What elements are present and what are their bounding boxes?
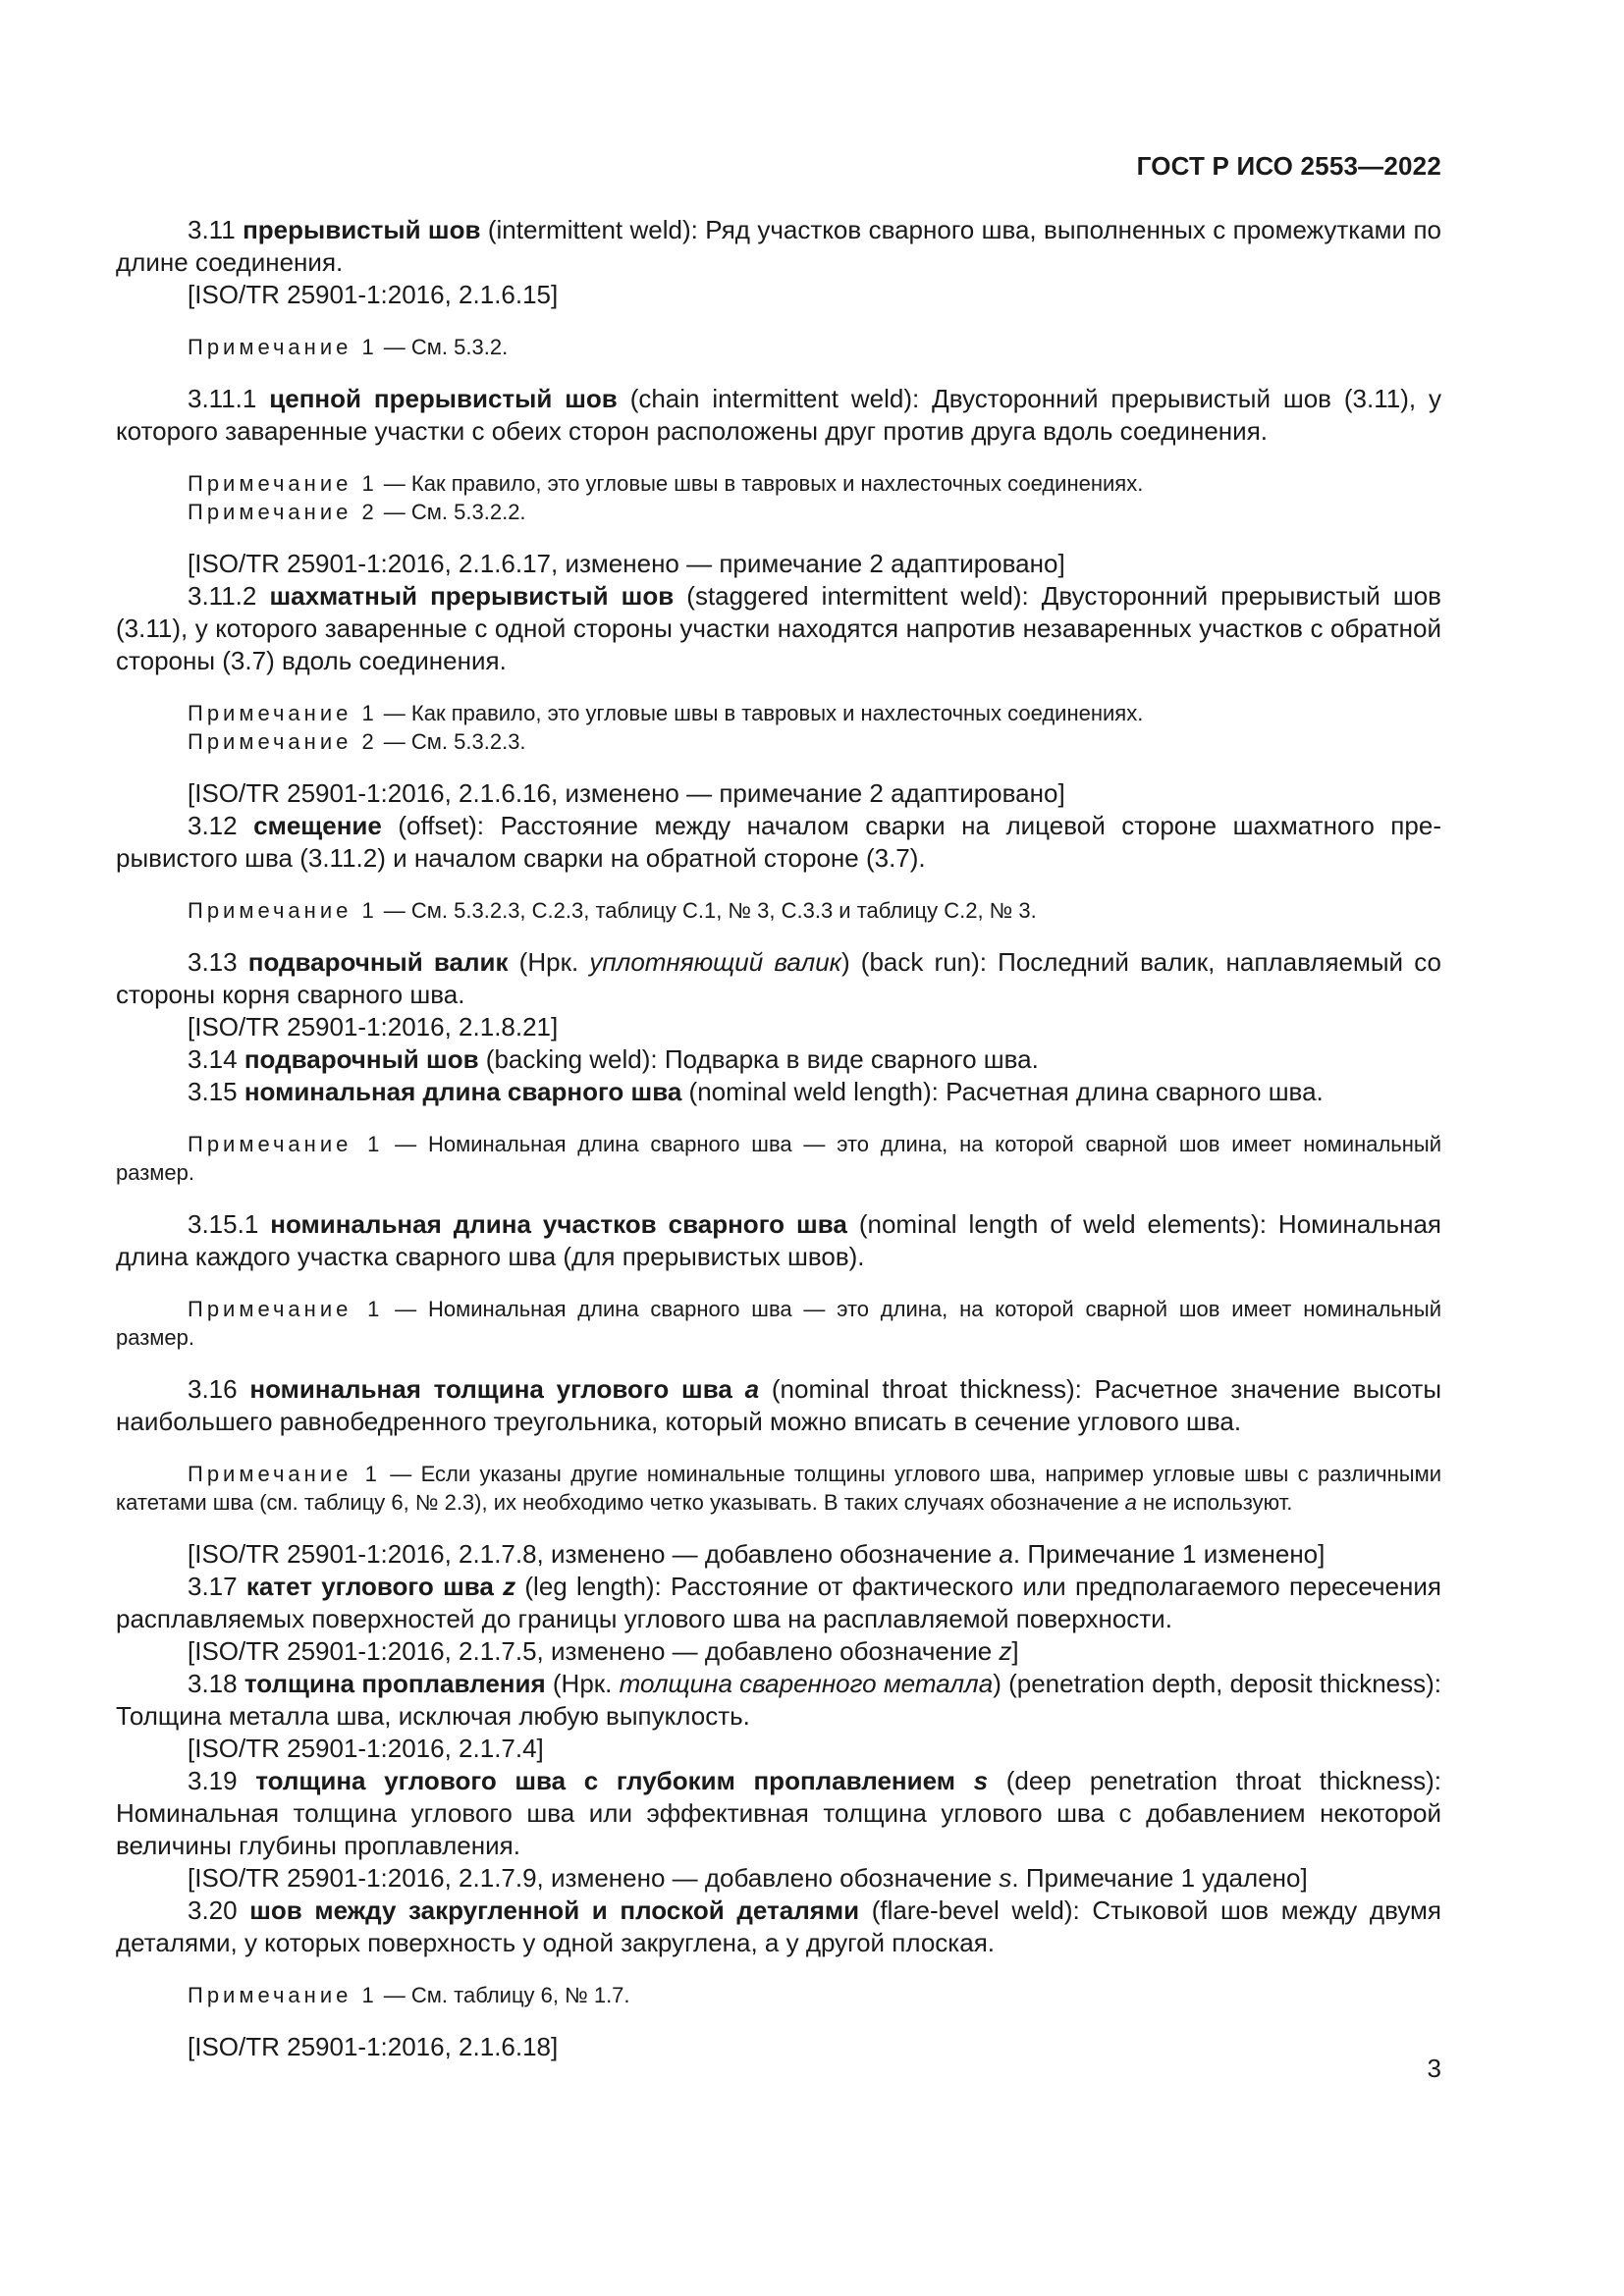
- note: Примечание 1 — См. 5.3.2.: [188, 335, 509, 359]
- source-reference: [ISO/TR 25901-1:2016, 2.1.6.17, изменено — примечание 2 адаптировано]: [188, 549, 1065, 578]
- term-name: номинальная длина участков сварного шва: [270, 1209, 847, 1239]
- note: Примечание 2 — См. 5.3.2.3.: [188, 729, 526, 754]
- source-reference: [ISO/TR 25901-1:2016, 2.1.7.5, изменено — добавлено обозначение z]: [188, 1636, 1019, 1666]
- term-name: смещение: [253, 811, 382, 840]
- term-3-15: 3.15 номинальная длина сварного шва (nominal weld length): Расчетная длина сварного шва.: [188, 1077, 1324, 1106]
- page-number: 3: [1427, 2054, 1441, 2083]
- note: Примечание 1 — Как правило, это угловые швы в тавровых и нахлесточных соединениях.: [188, 471, 1144, 496]
- term-name: толщина углового шва с глубоким проплавлением: [255, 1766, 955, 1795]
- note: Примечание 1 — См. таблицу 6, № 1.7.: [188, 1983, 630, 2007]
- source-reference: [ISO/TR 25901-1:2016, 2.1.7.4]: [188, 1734, 544, 1763]
- term-3-19: 3.19 толщина углового шва с глубоким проплавлением s (deep penetration throat thickness): Номинальная толщина углового шва или эффективная толщина углового шва с добавлением некоторой величины глубины проплавления.: [116, 1766, 1441, 1860]
- term-name: прерывистый шов: [243, 215, 481, 244]
- note: Примечание 2 — См. 5.3.2.2.: [188, 500, 526, 524]
- term-name: шахматный прерывистый шов: [269, 581, 675, 611]
- term-name: подварочный валик: [247, 947, 509, 977]
- note: Примечание 1 — Как правило, это угловые швы в тавровых и нахлесточных соединениях.: [188, 701, 1144, 725]
- term-3-13: 3.13 подварочный валик (Нрк. уплотняющий валик) (back run): Последний валик, наплавляемый со стороны корня сварного шва.: [116, 947, 1441, 1009]
- term-name: катет углового шва: [245, 1572, 494, 1601]
- note: Примечание 1 — Номинальная длина сварного шва — это длина, на которой сварной шов имеет номинальный размер.: [116, 1297, 1441, 1350]
- source-reference: [ISO/TR 25901-1:2016, 2.1.6.18]: [188, 2032, 559, 2061]
- term-name: цепной прерывистый шов: [269, 384, 618, 413]
- term-name: шов между закругленной и плоской деталями: [249, 1896, 860, 1925]
- source-reference: [ISO/TR 25901-1:2016, 2.1.7.8, изменено — добавлено обозначение a. Примечание 1 изменено]: [188, 1539, 1326, 1569]
- document-body: [116, 214, 1441, 2063]
- source-reference: [ISO/TR 25901-1:2016, 2.1.8.21]: [188, 1012, 559, 1041]
- term-3-11-1: 3.11.1 цепной прерывистый шов (chain intermittent weld): Двусторонний прерывистый шов (3.11), у которого заваренные участки с обеих сторон расположены друг против друга вдоль соединения.: [116, 384, 1441, 446]
- note: Примечание 1 — См. 5.3.2.3, С.2.3, таблицу С.1, № 3, С.3.3 и таблицу С.2, № 3.: [188, 898, 1037, 923]
- term-3-16: 3.16 номинальная толщина углового шва a (nominal throat thickness): Расчетное значение высоты наибольшего равнобедренного треугольника, который можно вписать в сечение углового шва.: [116, 1374, 1442, 1436]
- term-3-17: 3.17 катет углового шва z (leg length): Расстояние от фактического или предполагаемого пересечения расплавляемых поверхностей до границы углового шва на расплавляемой поверхности.: [116, 1572, 1441, 1633]
- term-name: номинальная толщина углового шва: [249, 1374, 732, 1404]
- term-3-15-1: 3.15.1 номинальная длина участков сварного шва (nominal length of weld elements): Номинальная длина каждого участка сварного шва (для прерывистых швов).: [116, 1209, 1441, 1271]
- note: Примечание 1 — Номинальная длина сварного шва — это длина, на которой сварной шов имеет номинальный размер.: [116, 1132, 1441, 1185]
- document-code-header: ГОСТ Р ИСО 2553—2022: [1136, 151, 1441, 181]
- term-3-14: 3.14 подварочный шов (backing weld): Подварка в виде сварного шва.: [188, 1044, 1039, 1074]
- term-3-12: 3.12 смещение (offset): Расстояние между началом сварки на лицевой стороне шахматного прерывистого шва (3.11.2) и началом сварки на обратной стороне (3.7).: [116, 811, 1441, 873]
- term-name: номинальная длина сварного шва: [244, 1077, 682, 1106]
- source-reference: [ISO/TR 25901-1:2016, 2.1.6.16, изменено — примечание 2 адаптировано]: [188, 778, 1065, 808]
- term-3-20: 3.20 шов между закругленной и плоской деталями (flare-bevel weld): Стыковой шов между двумя деталями, у которых поверхность у одной закруглена, а у другой плоская.: [116, 1896, 1441, 1957]
- source-reference: [ISO/TR 25901-1:2016, 2.1.6.15]: [188, 280, 559, 309]
- term-3-11-2: 3.11.2 шахматный прерывистый шов (staggered intermittent weld): Двусторонний прерывистый шов (3.11), у которого заваренные с одной стороны участки находятся напротив незаваренных участков с обратной стороны (3.7) вдоль соединения.: [116, 581, 1441, 675]
- term-3-11: 3.11 прерывистый шов (intermittent weld): Ряд участков сварного шва, выполненных с промежутками по длине соединения.: [116, 215, 1442, 277]
- term-name: толщина проплавления: [244, 1669, 546, 1698]
- note: Примечание 1 — Если указаны другие номинальные толщины углового шва, например угловые швы с различными катетами шва (см. таблицу 6, № 2.3), их необходимо четко указывать. В таких случаях обозначение a не используют.: [116, 1462, 1441, 1515]
- term-name: подварочный шов: [244, 1044, 479, 1074]
- term-3-18: 3.18 толщина проплавления (Нрк. толщина сваренного металла) (penetration depth, deposit thickness): Толщина металла шва, исключая любую выпуклость.: [116, 1669, 1442, 1731]
- source-reference: [ISO/TR 25901-1:2016, 2.1.7.9, изменено — добавлено обозначение s. Примечание 1 удалено]: [188, 1863, 1308, 1893]
